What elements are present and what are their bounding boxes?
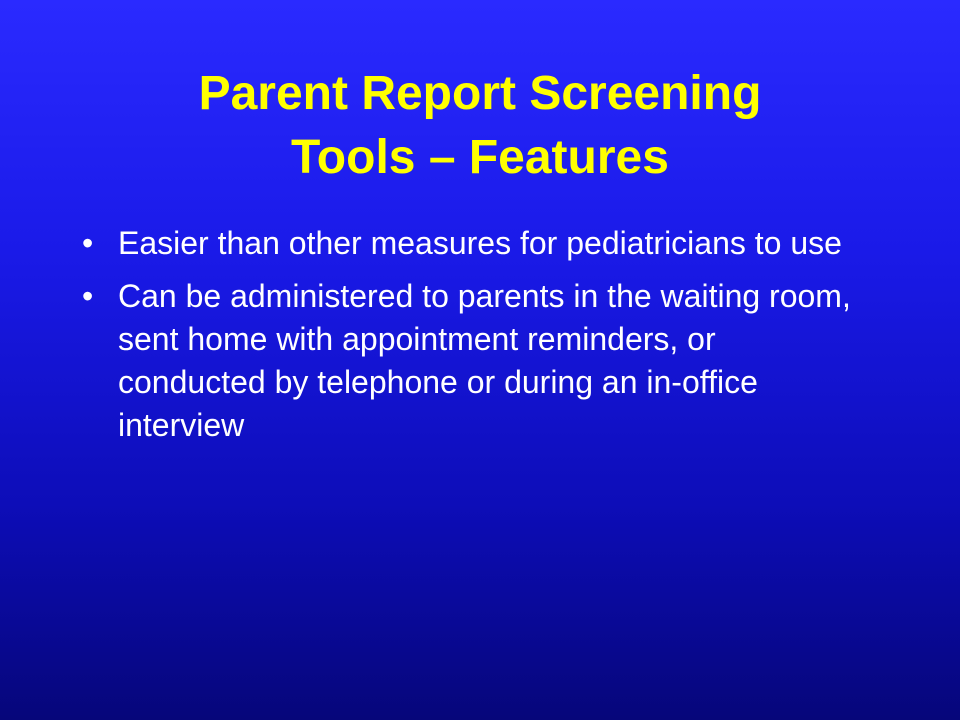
bullet-list <box>82 222 862 457</box>
bullet-item <box>82 275 862 447</box>
bullet-dot-icon: • <box>82 278 94 314</box>
bullet-text: Can be administered to parents in the waiting room, sent home with appointment reminders, or conducted by telephone or during an in-office interview <box>118 278 851 443</box>
bullet-item <box>82 222 862 265</box>
slide-title <box>100 62 860 190</box>
bullet-dot-icon: • <box>82 225 94 261</box>
bullet-text: Easier than other measures for pediatricians to use <box>118 225 842 261</box>
slide-title-line2: Tools – Features <box>291 131 669 184</box>
slide-title-line1: Parent Report Screening <box>198 67 762 120</box>
